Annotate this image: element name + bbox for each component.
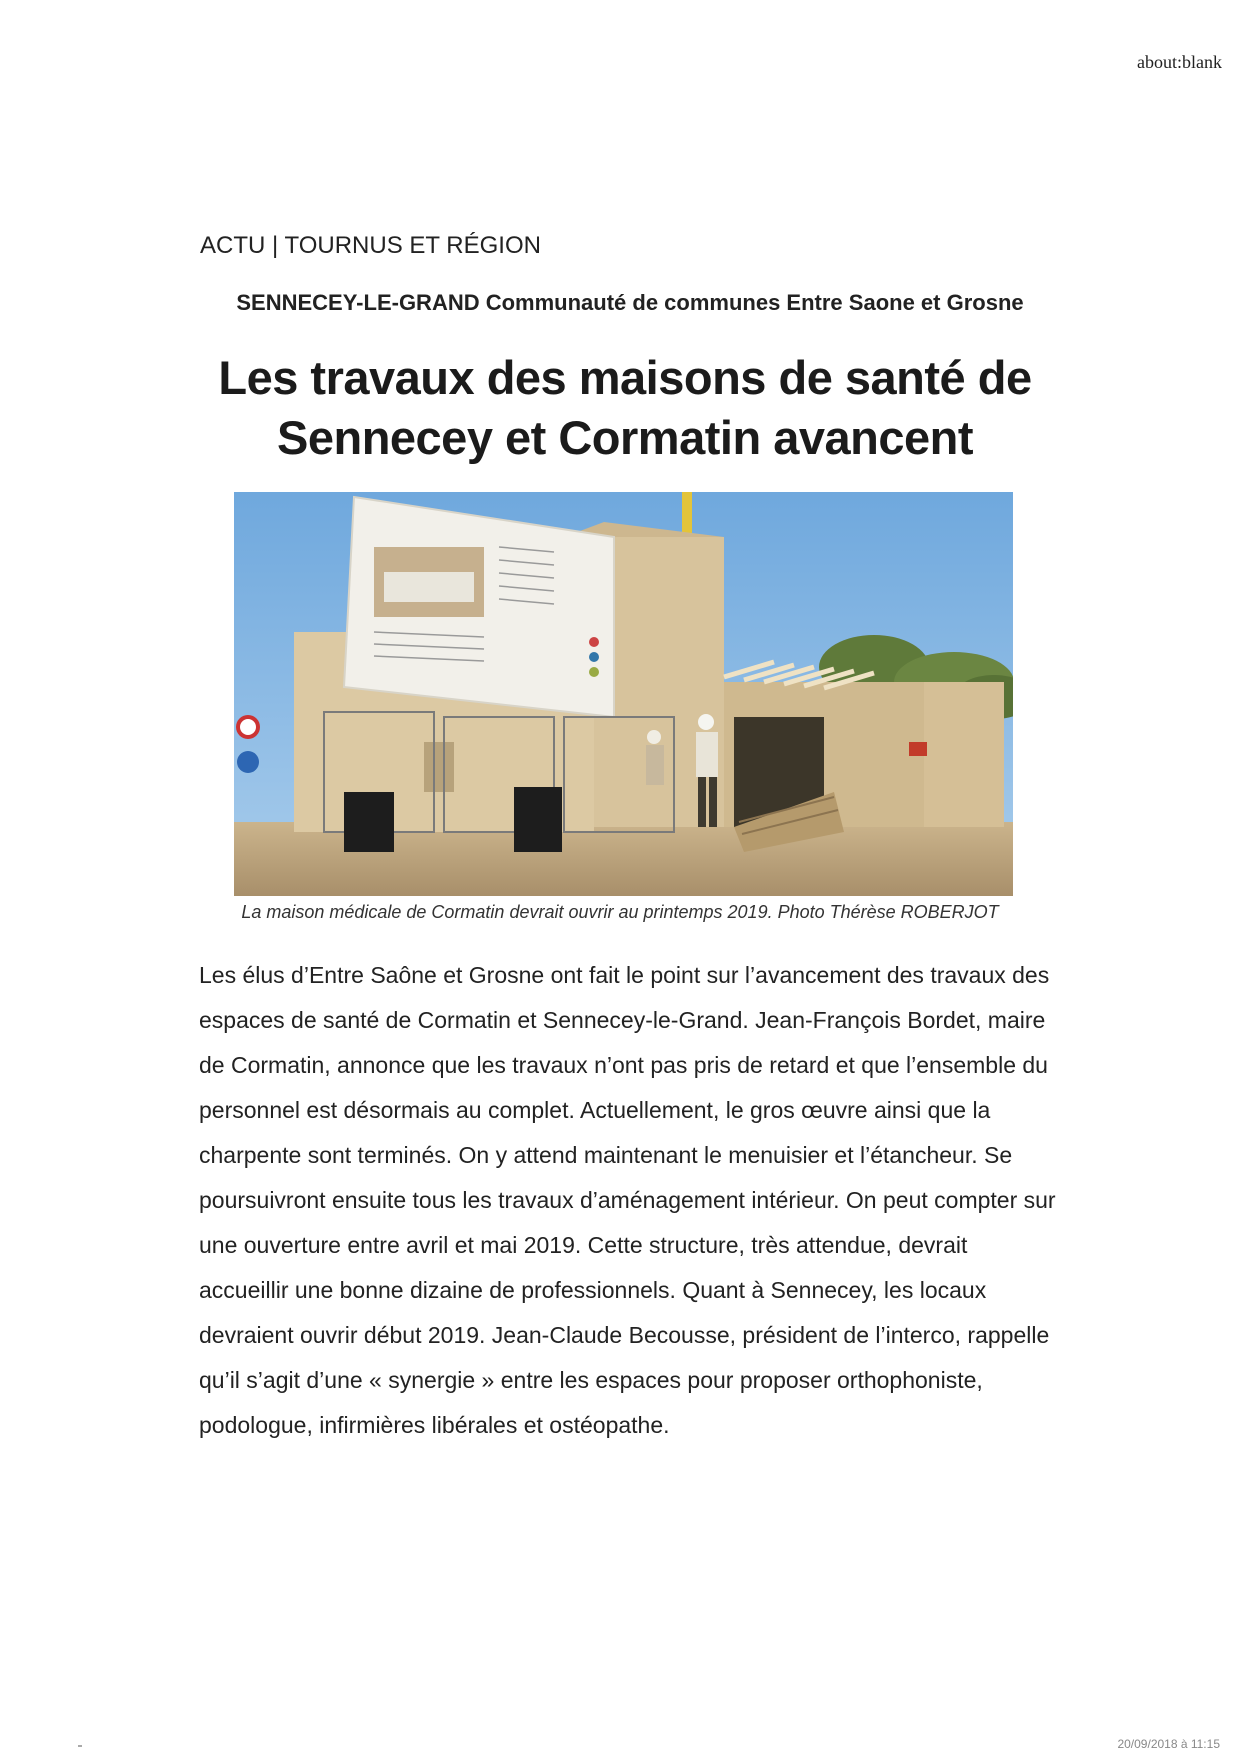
article-kicker: SENNECEY-LE-GRAND Communauté de communes Entre Saone et Grosne	[236, 290, 1024, 315]
photo-caption: La maison médicale de Cormatin devrait ouvrir au printemps 2019. Photo Thérèse ROBERJOT	[241, 902, 999, 922]
article-headline: Les travaux des maisons de santé de Sennecey et Cormatin avancent	[218, 351, 1032, 464]
scan-mark	[78, 1745, 82, 1747]
print-timestamp: 20/09/2018 à 11:15	[1117, 1737, 1220, 1751]
article-photo	[234, 492, 1013, 896]
browser-url-header: about:blank	[1137, 52, 1222, 72]
section-label: ACTU | TOURNUS ET RÉGION	[200, 232, 541, 259]
article-body: Les élus d’Entre Saône et Grosne ont fait le point sur l’avancement des travaux des espaces de santé de Cormatin et Sennecey-le-Grand. Jean-François Bordet, maire de Cormatin, annonce que les travaux n’ont pas pris de retard et que l’ensemble du personnel est désormais au complet. Actuellement, le gros œuvre ainsi que la charpente sont terminés. On y attend maintenant le menuisier et l’étancheur. Se poursuivront ensuite tous les travaux d’aménagement intérieur. On peut compter sur une ouverture entre avril et mai 2019. Cette structure, très attendue, devrait accueillir une bonne dizaine de professionnels. Quant à Sennecey, les locaux devraient ouvrir début 2019. Jean-Claude Becousse, président de l’interco, rappelle qu’il s’agit d’une « synergie » entre les espaces pour proposer orthophoniste, podologue, infirmières libérales et ostéopathe.	[199, 962, 1056, 1438]
